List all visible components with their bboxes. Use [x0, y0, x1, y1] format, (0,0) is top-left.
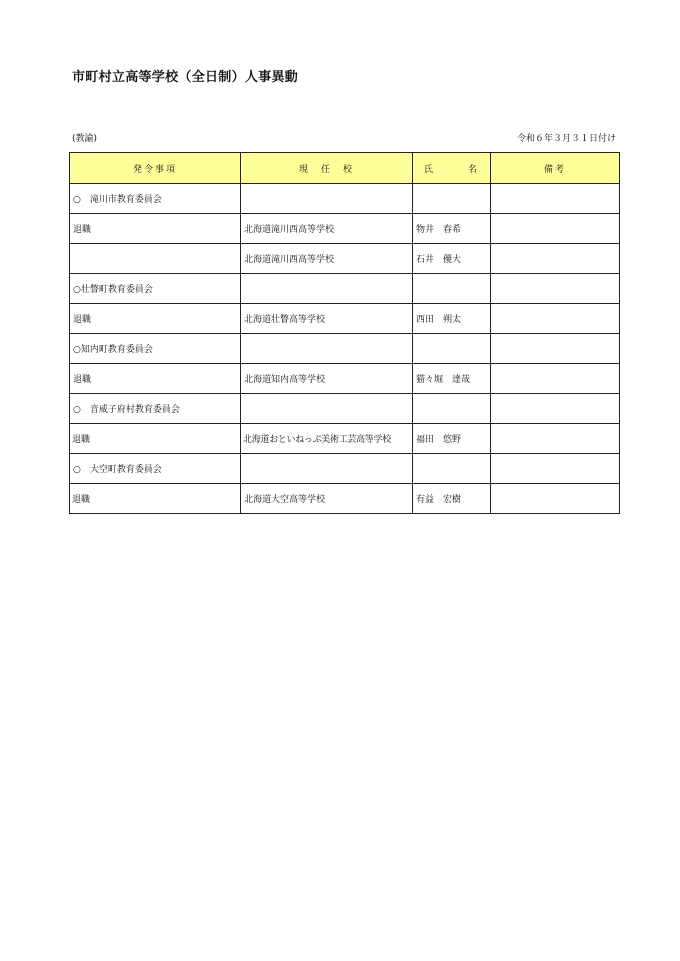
- name-cell: 物井 春希: [413, 214, 491, 244]
- action-cell: 退職: [70, 364, 241, 394]
- board-row: [70, 394, 620, 424]
- table-row: [70, 364, 620, 394]
- table-row: [70, 484, 620, 514]
- empty-cell: [413, 394, 491, 424]
- board-row: [70, 334, 620, 364]
- school-cell: 北海道おといねっぷ美術工芸高等学校: [241, 424, 413, 454]
- empty-cell: [491, 394, 620, 424]
- board-label: ○壮瞥町教育委員会: [70, 274, 241, 304]
- header-action: 発令事項: [70, 153, 241, 184]
- name-cell: 福田 悠野: [413, 424, 491, 454]
- empty-cell: [491, 454, 620, 484]
- empty-cell: [491, 274, 620, 304]
- action-cell: 退職: [70, 214, 241, 244]
- school-cell: 北海道壮瞥高等学校: [241, 304, 413, 334]
- staff-category: (教諭): [72, 134, 98, 144]
- board-row: [70, 274, 620, 304]
- page-title: 市町村立高等学校（全日制）人事異動: [72, 70, 299, 85]
- effective-date: 令和６年３月３１日付け: [516, 134, 616, 144]
- board-label: ○知内町教育委員会: [70, 334, 241, 364]
- empty-cell: [413, 184, 491, 214]
- board-label: ○ 大空町教育委員会: [70, 454, 241, 484]
- empty-cell: [241, 274, 413, 304]
- empty-cell: [491, 184, 620, 214]
- name-cell: 有益 宏樹: [413, 484, 491, 514]
- table-row: [70, 424, 620, 454]
- table-row: [70, 304, 620, 334]
- board-row: [70, 454, 620, 484]
- table-row: [70, 214, 620, 244]
- name-cell: 猫々堀 達哉: [413, 364, 491, 394]
- header-school: 現 任 校: [241, 153, 413, 184]
- empty-cell: [413, 454, 491, 484]
- empty-cell: [241, 334, 413, 364]
- action-cell: 退職: [70, 424, 241, 454]
- table-header-row: [70, 153, 620, 184]
- empty-cell: [241, 454, 413, 484]
- empty-cell: [241, 184, 413, 214]
- name-cell: 石井 優大: [413, 244, 491, 274]
- remarks-cell: [491, 484, 620, 514]
- action-cell: 退職: [70, 304, 241, 334]
- empty-cell: [491, 334, 620, 364]
- empty-cell: [413, 274, 491, 304]
- action-cell: 退職: [70, 484, 241, 514]
- board-row: [70, 184, 620, 214]
- school-cell: 北海道知内高等学校: [241, 364, 413, 394]
- board-label: ○ 滝川市教育委員会: [70, 184, 241, 214]
- remarks-cell: [491, 214, 620, 244]
- name-cell: 西田 朔太: [413, 304, 491, 334]
- empty-cell: [413, 334, 491, 364]
- table-row: [70, 244, 620, 274]
- school-cell: 北海道滝川西高等学校: [241, 244, 413, 274]
- action-cell: [70, 244, 241, 274]
- header-name: 氏 名: [413, 153, 491, 184]
- remarks-cell: [491, 244, 620, 274]
- remarks-cell: [491, 304, 620, 334]
- remarks-cell: [491, 424, 620, 454]
- empty-cell: [241, 394, 413, 424]
- board-label: ○ 音威子府村教育委員会: [70, 394, 241, 424]
- header-remarks: 備考: [491, 153, 620, 184]
- school-cell: 北海道大空高等学校: [241, 484, 413, 514]
- personnel-table: [69, 152, 620, 514]
- table-body: [70, 184, 620, 514]
- remarks-cell: [491, 364, 620, 394]
- school-cell: 北海道滝川西高等学校: [241, 214, 413, 244]
